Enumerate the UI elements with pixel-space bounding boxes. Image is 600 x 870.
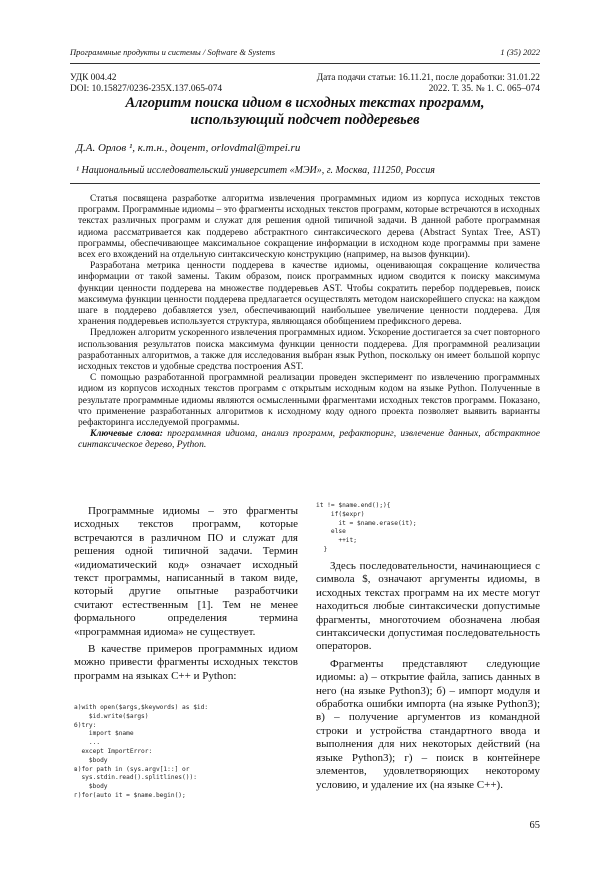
submission-dates: Дата подачи статьи: 16.11.21, после доработки: 31.01.22 (316, 73, 540, 83)
author-line: Д.А. Орлов ¹, к.т.н., доцент, orlovdmal@mpei.ru (76, 142, 301, 154)
abstract-paragraph: Статья посвящена разработке алгоритма извлечения программных идиом из корпуса исходных текстов программ. Программные идиомы – это фрагменты исходных текстов программ, которые встречаются в исходных текстах различных программ и служат для решения одной типичной задачи. В данной работе программная идиома рассматривается как поддерево абстрактного синтаксического дерева (Abstract Syntax Tree, AST) программы, обеспечивающее максимальное сокращение информации в исходном коде программы при замене всех его вхождений на отдельную синтаксическую конструкцию (например, на вызов функции). (78, 193, 540, 261)
title-line: использующий подсчет поддеревьев (190, 112, 420, 128)
code-listing-right: it != $name.end();){ if($expr) it = $name.erase(it); else ++it; } (316, 502, 417, 553)
keywords-label: Ключевые слова: (90, 428, 163, 440)
volume-pages: 2022. Т. 35. № 1. С. 065–074 (428, 84, 540, 94)
udc-code: УДК 004.42 (70, 73, 117, 83)
body-paragraph: Здесь последовательности, начинающиеся с символа $, означают аргументы идиомы, в исходных текстах программ на их месте могут находиться любые синтаксически допустимые фрагменты, многоточием обозначена любая синтаксически допустимая последовательность операторов. (316, 560, 540, 653)
abstract-paragraph: Разработана метрика ценности поддерева в качестве идиомы, оценивающая сокращение количества информации от такой замены. Таким образом, поиск программных идиом сводится к поиску максимума функции ценности поддерева на множестве поддеревьев AST. Чтобы сократить перебор поддеревьев, поиск максимума функции ценности поддерева предлагается осуществлять методом наискорейшего спуска: на каждом шаге в поддерево добавляется узел, обеспечивающий наибольшее увеличение ценности поддерева. Для хранения поддеревьев используется структура, являющаяся обобщением префиксного дерева. (78, 260, 540, 328)
header-rule (70, 63, 540, 64)
affiliation-rule (70, 183, 540, 184)
running-header-issue: 1 (35) 2022 (500, 47, 540, 57)
running-header-journal: Программные продукты и системы / Software & Systems (70, 47, 276, 57)
title-line: Алгоритм поиска идиом в исходных текстах программ, (125, 95, 485, 111)
left-column (74, 505, 298, 687)
page-number: 65 (529, 820, 540, 831)
article-title (70, 95, 540, 129)
affiliation: ¹ Национальный исследовательский университет «МЭИ», г. Москва, 111250, Россия (76, 165, 435, 176)
code-listing-left: а)with open($args,$keywords) as $id: $id.write($args) б)try: import $name ... except ImportError: $body в)for path in (sys.argv[1::] or sys.stdin.read().splitlines()): $body г)for(auto it = $name.begin(); (74, 704, 209, 799)
keywords-list: программная идиома, анализ программ, рефакторинг, извлечение данных, абстрактное синтаксическое дерево, Python. (78, 428, 540, 451)
right-column (316, 560, 540, 796)
abstract (78, 193, 540, 451)
body-paragraph: Программные идиомы – это фрагменты исходных текстов программ, которые встречаются в различном ПО и служат для решения одной типичной задачи. Термин «идиоматический код» означает исходный текст программы, написанный в таком виде, который другие опытные разработчики считают естественным [1]. Тем не менее формального определения термина «программная идиома» не существует. (74, 505, 298, 638)
abstract-paragraph: С помощью разработанной программной реализации проведен эксперимент по извлечению программных идиом из корпусов исходных текстов программ с открытым исходным кодом на языке Python. Полученные в результате программные идиомы являются осмысленными фрагментами исходных текстов программ. Показано, что применение разработанных алгоритмов к исходному коду одного проекта позволяет выявить варианты рефакторинга исследуемой программы. (78, 372, 540, 429)
doi: DOI: 10.15827/0236-235X.137.065-074 (70, 84, 223, 94)
keywords (78, 428, 540, 450)
abstract-paragraph: Предложен алгоритм ускоренного извлечения программных идиом. Ускорение достигается за счет повторного использования результатов поиска максимума функции ценности поддерева. Для программной реализации разработанных алгоритмов, а также для исследования выбран язык Python, поскольку он имеет большой корпус исходных текстов и удобные средства построения AST. (78, 327, 540, 373)
body-paragraph: Фрагменты представляют следующие идиомы: а) – открытие файла, запись данных в него (на языке Python3); б) – импорт модуля и обработка ошибки импорта (на языке Python3); в) – получение аргументов из командной строки и устройства стандартного ввода и выполнения для них некоторых действий (на языке Python3); г) – поиск в контейнере элементов, удовлетворяющих некоторому условию, и удаление их (на языке C++). (316, 657, 540, 791)
body-paragraph: В качестве примеров программных идиом можно привести фрагменты исходных текстов программ на языках C++ и Python: (74, 643, 298, 682)
